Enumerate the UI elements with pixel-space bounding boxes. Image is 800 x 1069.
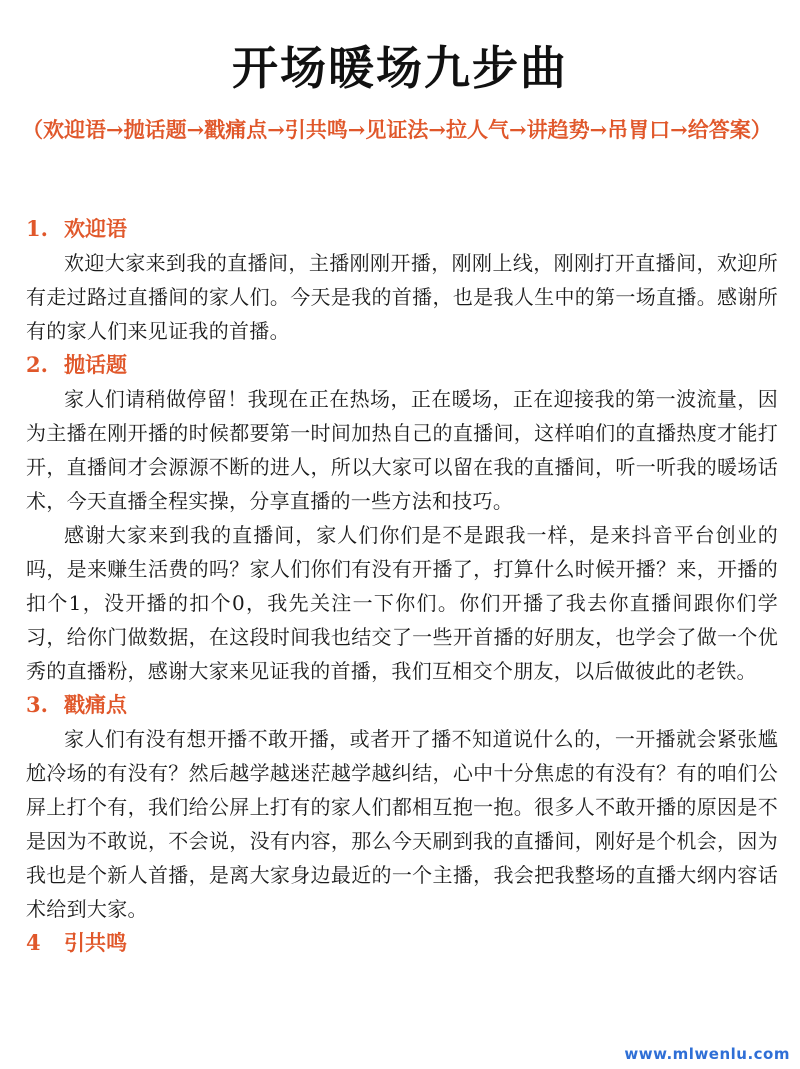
section-heading-pain-point <box>26 688 778 722</box>
section-heading-welcome <box>26 212 778 246</box>
section-title: 戳痛点 <box>64 692 127 717</box>
section-number: 2. <box>26 352 48 377</box>
paragraph: 家人们有没有想开播不敢开播，或者开了播不知道说什么的，一开播就会紧张尴尬冷场的有没有？然后越学越迷茫越学越纠结，心中十分焦虑的有没有？有的咱们公屏上打个有，我们给公屏上打有的家人们都相互抱一抱。很多人不敢开播的原因是不是因为不敢说，不会说，没有内容，那么今天刷到我的直播间，刚好是个机会，因为我也是个新人首播，是离大家身边最近的一个主播，我会把我整场的直播大纲内容话术给到大家。 <box>26 727 778 921</box>
section-title: 欢迎语 <box>64 216 127 241</box>
article-body <box>26 212 778 960</box>
section-heading-topic <box>26 348 778 382</box>
section-number: 4 <box>26 930 41 955</box>
paragraph: 感谢大家来到我的直播间，家人们你们是不是跟我一样，是来抖音平台创业的吗，是来赚生活费的吗？家人们你们有没有开播了，打算什么时候开播？来，开播的扣个1，没开播的扣个0，我先关注一下你们。你们开播了我去你直播间跟你们学习，给你门做数据，在这段时间我也结交了一些开首播的好朋友，也学会了做一个优秀的直播粉，感谢大家来见证我的首播，我们互相交个朋友，以后做彼此的老铁。 <box>26 523 778 683</box>
subtitle-steps: （欢迎语→抛话题→戳痛点→引共鸣→见证法→拉人气→讲趋势→吊胃口→给答案） <box>22 117 772 142</box>
paragraph: 家人们请稍做停留！我现在正在热场，正在暖场，正在迎接我的第一波流量，因为主播在刚开播的时候都要第一时间加热自己的直播间，这样咱们的直播热度才能打开，直播间才会源源不断的进人，所以大家可以留在我的直播间，听一听我的暖场话术，今天直播全程实操，分享直播的一些方法和技巧。 <box>26 387 778 513</box>
section-title: 抛话题 <box>64 352 127 377</box>
section-heading-resonance <box>26 926 778 960</box>
section-number: 3. <box>26 692 48 717</box>
watermark-url: www.mlwenlu.com <box>624 1045 790 1063</box>
paragraph: 欢迎大家来到我的直播间，主播刚刚开播，刚刚上线，刚刚打开直播间，欢迎所有走过路过直播间的家人们。今天是我的首播，也是我人生中的第一场直播。感谢所有的家人们来见证我的首播。 <box>26 251 778 343</box>
section-number: 1. <box>26 216 48 241</box>
page-title: 开场暖场九步曲 <box>232 41 568 95</box>
section-title: 引共鸣 <box>64 930 127 955</box>
